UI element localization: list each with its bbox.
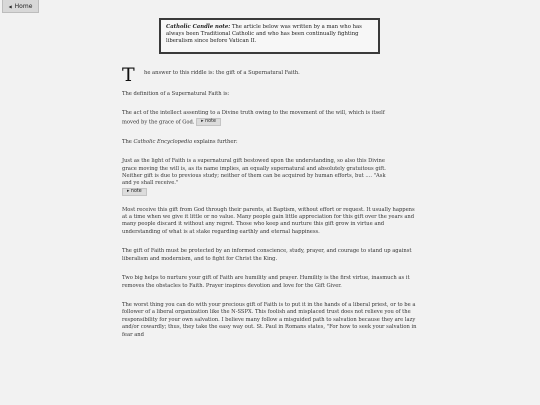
- encyclopedia-prefix: The: [122, 138, 134, 145]
- editor-note-box: [159, 18, 380, 54]
- definition-intro: The definition of a Supernatural Faith is:: [122, 91, 230, 97]
- note-button-2[interactable]: ▸ note: [122, 188, 147, 196]
- intro-text: he answer to this riddle is: the gift of a Supernatural Faith.: [144, 70, 300, 76]
- intro-line: [122, 66, 418, 85]
- encyclopedia-quote: [122, 158, 392, 197]
- paragraph-2: The gift of Faith must be protected by an informed conscience, study, prayer, and courage to stand up against liberalism and modernism, and to fight for Christ the King.: [122, 248, 412, 262]
- drop-cap: T: [122, 64, 135, 86]
- paragraph-3: Two big helps to nurture your gift of Faith are humility and prayer. Humility is the first virtue, inasmuch as it removes the obstacles to Faith. Prayer inspires devotion and love for the Gift Giver.: [122, 275, 410, 289]
- paragraph-1: Most receive this gift from God through their parents, at Baptism, without effort or request. It usually happens at a time when we give it little or no value. Many people gain little appreciation for this gift over the years and many people discard it without any regret. Those who keep and nurture this gift grow in virtue and understanding of what is at stake regarding earthly and eternal happiness.: [122, 206, 415, 235]
- editor-note-label: Catholic Candle note:: [166, 24, 231, 30]
- left-arrow-icon: ◀: [8, 3, 12, 9]
- definition-quote-text: The act of the intellect assenting to a Divine truth owing to the movement of the will, which is itself moved by the grace of God.: [122, 110, 385, 126]
- encyclopedia-quote-text: Just as the light of Faith is a supernatural gift bestowed upon the understanding, so also this Divine grace moving the will is, as its name implies, an equally supernatural and absolutely gratuitous gift. Neither gift is due to previous study; neither of them can be acquired by human efforts, but .... "Ask and ye shall receive.": [122, 158, 386, 187]
- encyclopedia-suffix: explains further:: [192, 138, 238, 145]
- paragraph-4: The worst thing you can do with your precious gift of Faith is to put it in the hands of a liberal priest, or to be a follower of a liberal organization like the N-SSPX. This foolish and misplaced trust does not relieve you of the responsibility for your own salvation. I believe many follow a misguided path to salvation because they are lazy and/or cowardly; thus, they take the easy way out. St. Paul in Romans states, "For how to seek your salvation in fear and: [122, 301, 417, 338]
- home-button[interactable]: [2, 0, 39, 13]
- article-body: [122, 66, 418, 339]
- encyclopedia-title: Catholic Encyclopedia: [133, 138, 193, 145]
- editor-note-text: The article below was written by a man who has always been Traditional Catholic and who has been continually fighting liberalism since before Vatican II.: [166, 24, 362, 45]
- note-button[interactable]: ▸ note: [196, 118, 221, 126]
- home-button-label: Home: [14, 2, 33, 10]
- definition-quote: [122, 110, 392, 126]
- encyclopedia-intro: [122, 139, 418, 146]
